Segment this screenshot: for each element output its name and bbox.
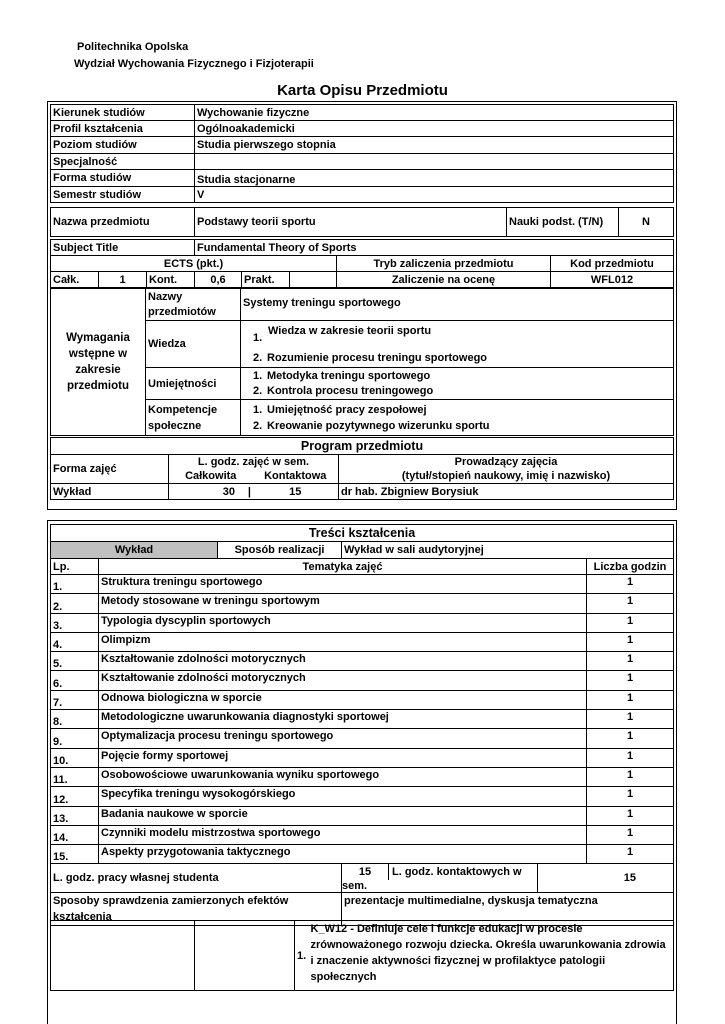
topic-title: Kształtowanie zdolności motorycznych xyxy=(99,671,587,690)
faculty-name: Wydział Wychowania Fizycznego i Fizjoterapii xyxy=(74,58,314,70)
class-form: Wykład xyxy=(51,484,169,500)
topic-title: Typologia dyscyplin sportowych xyxy=(99,613,587,632)
info-value: Studia pierwszego stopnia xyxy=(195,137,674,154)
hours-total-cell xyxy=(169,484,253,500)
topic-hours: 1 xyxy=(587,787,674,806)
program-title: Program przedmiotu xyxy=(51,438,674,455)
col-lp: Lp. xyxy=(51,559,99,575)
topic-hours: 1 xyxy=(587,671,674,690)
self-work-label: L. godz. pracy własnej studenta xyxy=(51,864,342,893)
contact-hours: 15 xyxy=(538,864,674,893)
verification-methods: prezentacje multimedialne, dyskusja tematyczna xyxy=(342,893,674,926)
info-label: Profil kształcenia xyxy=(51,121,195,137)
table-row xyxy=(51,671,674,690)
topic-title: Odnowa biologiczna w sporcie xyxy=(99,690,587,709)
topic-number: 11. xyxy=(51,767,99,786)
col-topic: Tematyka zajęć xyxy=(99,559,587,575)
info-value: Ogólnoakademicki xyxy=(195,121,674,137)
topic-title: Osobowościowe uwarunkowania wyniku sportowego xyxy=(99,767,587,786)
table-row xyxy=(51,748,674,767)
info-label: Specjalność xyxy=(51,154,195,170)
content-table xyxy=(50,524,674,926)
topic-hours: 1 xyxy=(587,594,674,613)
topic-title: Metody stosowane w treningu sportowym xyxy=(99,594,587,613)
topic-number: 8. xyxy=(51,710,99,729)
topic-number: 14. xyxy=(51,825,99,844)
outcome-number: 1. xyxy=(295,921,309,991)
hours-separator: | xyxy=(247,485,251,498)
course-code-header: Kod przedmiotu xyxy=(551,256,674,272)
ects-contact-label: Kont. xyxy=(147,272,195,288)
list-item: 1. Wiedza w zakresie teorii sportu xyxy=(253,325,432,344)
topic-hours: 1 xyxy=(587,845,674,864)
prior-courses-label: Nazwy przedmiotów xyxy=(146,289,241,321)
lecturer-label: Prowadzący zajęcia xyxy=(339,455,674,469)
class-type: Wykład xyxy=(51,542,218,559)
topic-hours: 1 xyxy=(587,575,674,594)
table-row xyxy=(51,613,674,632)
list-item: 2. Rozumienie procesu treningu sportowego xyxy=(253,352,488,364)
topic-hours: 1 xyxy=(587,690,674,709)
method: Wykład w sali audytoryjnej xyxy=(342,542,674,559)
table-row xyxy=(51,787,674,806)
topic-title: Kształtowanie zdolności motorycznych xyxy=(99,652,587,671)
topic-hours: 1 xyxy=(587,806,674,825)
topic-hours: 1 xyxy=(587,613,674,632)
learning-outcomes-table xyxy=(50,920,674,991)
info-label: Poziom studiów xyxy=(51,137,195,154)
ects-header: ECTS (pkt.) xyxy=(51,256,337,272)
credit-mode-header: Tryb zaliczenia przedmiotu xyxy=(337,256,551,272)
topic-number: 15. xyxy=(51,845,99,864)
topic-hours: 1 xyxy=(587,652,674,671)
subject-title-label: Subject Title xyxy=(51,240,195,256)
topic-number: 2. xyxy=(51,594,99,613)
table-row xyxy=(51,575,674,594)
skills-label: Umiejętności xyxy=(146,368,241,400)
basic-sciences-label: Nauki podst. (T/N) xyxy=(507,208,619,237)
ects-contact: 0,6 xyxy=(195,272,242,288)
table-row xyxy=(51,729,674,748)
table-row xyxy=(51,767,674,786)
table-row xyxy=(51,594,674,613)
outcome-code-cell xyxy=(195,921,295,991)
topic-hours: 1 xyxy=(587,825,674,844)
lecturer-sub-label: (tytuł/stopień naukowy, imię i nazwisko) xyxy=(339,469,674,484)
topic-title: Struktura treningu sportowego xyxy=(99,575,587,594)
topic-number: 5. xyxy=(51,652,99,671)
ects-practical-label: Prakt. xyxy=(242,272,290,288)
subject-ects-table xyxy=(50,239,674,288)
list-item: 2. Kontrola procesu treningowego xyxy=(253,384,434,397)
topic-number: 3. xyxy=(51,613,99,632)
topic-number: 1. xyxy=(51,575,99,594)
contact-hours-label: L. godz. kontaktowych w sem. xyxy=(342,866,522,893)
ects-practical xyxy=(290,272,337,288)
prerequisites-table xyxy=(50,288,674,436)
topic-number: 9. xyxy=(51,729,99,748)
topic-number: 13. xyxy=(51,806,99,825)
info-label: Forma studiów xyxy=(51,170,195,187)
info-label: Semestr studiów xyxy=(51,187,195,203)
table-row xyxy=(51,710,674,729)
topic-number: 6. xyxy=(51,671,99,690)
table-row xyxy=(51,825,674,844)
topic-title: Optymalizacja procesu treningu sportowego xyxy=(99,729,587,748)
table-row xyxy=(51,652,674,671)
verification-label: Sposoby sprawdzenia zamierzonych efektów kształcenia xyxy=(51,893,342,926)
outcome-text: K_W12 - Definiuje cele i funkcje edukacji w procesie zrównoważonego rozwoju dziecka. Określa uwarunkowania zdrowia i znaczenie aktywności fizycznej w profilaktyce patologii społecznych xyxy=(309,921,674,991)
prior-courses: Systemy treningu sportowego xyxy=(241,289,674,321)
social-competences-label: Kompetencje społeczne xyxy=(146,400,241,436)
page-title: Karta Opisu Przedmiotu xyxy=(277,82,448,99)
table-row xyxy=(51,632,674,651)
hours-contact-label: Kontaktowa xyxy=(253,469,339,484)
table-row xyxy=(51,806,674,825)
knowledge-label: Wiedza xyxy=(146,321,241,368)
content-title: Treści kształcenia xyxy=(51,525,674,542)
topic-hours: 1 xyxy=(587,632,674,651)
list-item: 1. Metodyka treningu sportowego xyxy=(253,369,431,382)
hours-label: L. godz. zajęć w sem. xyxy=(169,455,339,469)
method-label: Sposób realizacji xyxy=(218,542,342,559)
topic-title: Pojęcie formy sportowej xyxy=(99,748,587,767)
hours-total-label: Całkowita xyxy=(169,469,253,484)
lecturer: dr hab. Zbigniew Borysiuk xyxy=(339,484,674,500)
credit-mode: Zaliczenie na ocenę xyxy=(337,272,551,288)
topic-title: Specyfika treningu wysokogórskiego xyxy=(99,787,587,806)
topic-hours: 1 xyxy=(587,710,674,729)
hours-total: 30 xyxy=(222,485,235,498)
topic-number: 12. xyxy=(51,787,99,806)
topic-hours: 1 xyxy=(587,767,674,786)
info-value: Wychowanie fizyczne xyxy=(195,105,674,121)
subject-title: Fundamental Theory of Sports xyxy=(195,240,674,256)
ects-total: 1 xyxy=(99,272,147,288)
info-value xyxy=(195,154,674,170)
topic-number: 7. xyxy=(51,690,99,709)
university-name: Politechnika Opolska xyxy=(77,41,189,53)
topic-title: Olimpizm xyxy=(99,632,587,651)
knowledge-items xyxy=(241,321,674,368)
topic-title: Badania naukowe w sporcie xyxy=(99,806,587,825)
table-row xyxy=(51,845,674,864)
info-value: V xyxy=(195,187,674,203)
list-item: 2. Kreowanie pozytywnego wizerunku sportu xyxy=(253,419,490,432)
course-name: Podstawy teorii sportu xyxy=(195,208,507,237)
ects-total-label: Całk. xyxy=(51,272,99,288)
course-name-label: Nazwa przedmiotu xyxy=(51,208,195,237)
course-code: WFL012 xyxy=(551,272,674,288)
topic-number: 10. xyxy=(51,748,99,767)
topic-title: Metodologiczne uwarunkowania diagnostyki sportowej xyxy=(99,710,587,729)
study-info-table xyxy=(50,104,674,203)
outcome-category xyxy=(51,921,195,991)
topic-number: 4. xyxy=(51,632,99,651)
table-row xyxy=(51,690,674,709)
basic-sciences-value: N xyxy=(619,208,674,237)
info-label: Kierunek studiów xyxy=(51,105,195,121)
topic-hours: 1 xyxy=(587,729,674,748)
topic-title: Czynniki modelu mistrzostwa sportowego xyxy=(99,825,587,844)
class-form-label: Forma zajęć xyxy=(51,455,169,484)
list-item: 1. Umiejętność pracy zespołowej xyxy=(253,403,427,416)
info-value: Studia stacjonarne xyxy=(195,170,674,187)
prerequisites-label: Wymagania wstępne w zakresie przedmiotu xyxy=(51,289,146,436)
self-work-hours: 15 xyxy=(342,864,389,880)
topic-title: Aspekty przygotowania taktycznego xyxy=(99,845,587,864)
hours-contact: 15 xyxy=(253,484,339,500)
program-table xyxy=(50,437,674,500)
col-hours: Liczba godzin xyxy=(587,559,674,575)
topic-hours: 1 xyxy=(587,748,674,767)
hours-row xyxy=(342,864,538,893)
course-table xyxy=(50,207,674,237)
social-items xyxy=(241,400,674,436)
topics-list xyxy=(51,575,674,864)
skills-items xyxy=(241,368,674,400)
